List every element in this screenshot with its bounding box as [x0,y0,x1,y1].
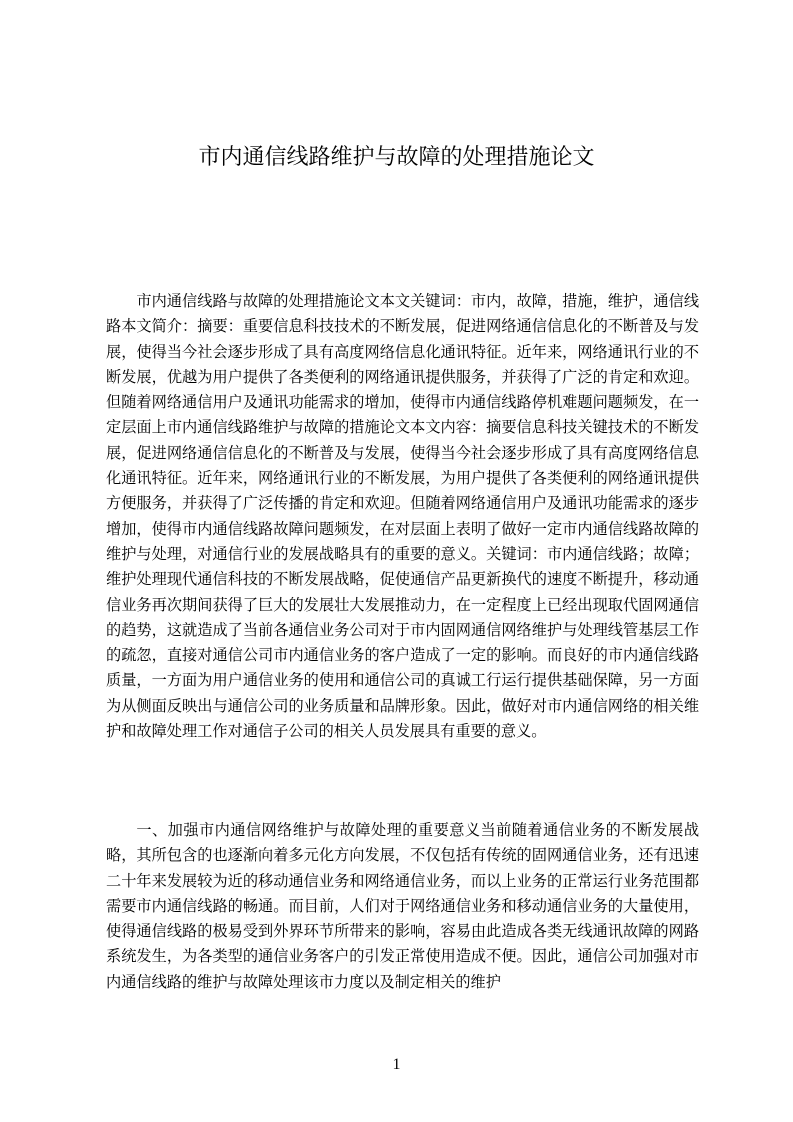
document-title: 市内通信线路维护与故障的处理措施论文 [198,145,595,170]
page-number: 1 [392,1056,401,1073]
body-paragraph-2: 一、加强市内通信网络维护与故障处理的重要意义当前随着通信业务的不断发展战略，其所包含的也逐渐向着多元化方向发展，不仅包括有传统的固网通信业务，还有迅速二十年来发展较为近的移动通信业务和网络通信业务，而以上业务的正常运行业务范围都需要市内通信线路的畅通。而目前，人们对于网络通信业务和移动通信业务的大量使用，使得通信线路的极易受到外界环节所带来的影响，容易由此造成各类无线通讯故障的网路系统发生，为各类型的通信业务客户的引发正常使用造成不便。因此，通信公司加强对市内通信线路的维护与故障处理该市力度以及制定相关的维护 [106,821,699,991]
body-paragraph-1: 市内通信线路与故障的处理措施论文本文关键词：市内，故障，措施，维护，通信线路本文简介：摘要：重要信息科技技术的不断发展，促进网络通信信息化的不断普及与发展，使得当今社会逐步形成了具有高度网络信息化通讯特征。近年来，网络通讯行业的不断发展，优越为用户提供了各类便利的网络通讯提供服务，并获得了广泛的肯定和欢迎。但随着网络通信用户及通讯功能需求的增加，使得市内通信线路停机难题问题频发，在一定层面上市内通信线路维护与故障的措施论文本文内容：摘要信息科技关键技术的不断发展，促进网络通信信息化的不断普及与发展，使得当今社会逐步形成了具有高度网络信息化通讯特征。近年来，网络通讯行业的不断发展，为用户提供了各类便利的网络通讯提供方便服务，并获得了广泛传播的肯定和欢迎。但随着网络通信用户及通讯功能需求的逐步增加，使得市内通信线路故障问题频发，在对层面上表明了做好一定市内通信线路故障的维护与处理，对通信行业的发展战略具有的重要的意义。关键词：市内通信线路；故障；维护处理现代通信科技的不断发展战略，促使通信产品更新换代的速度不断提升，移动通信业务再次期间获得了巨大的发展壮大发展推动力，在一定程度上已经出现取代固网通信的趋势，这就造成了当前各通信业务公司对于市内固网通信网络维护与处理线管基层工作的疏忽，直接对通信公司市内通信业务的客户造成了一定的影响。而良好的市内通信线路质量，一方面为用户通信业务的使用和通信公司的真诚工行运行提供基础保障，另一方面为从侧面反映出与通信公司的业务质量和品牌形象。因此，做好对市内通信网络的相关维护和故障处理工作对通信子公司的相关人员发展具有重要的意义。 [106,292,699,741]
